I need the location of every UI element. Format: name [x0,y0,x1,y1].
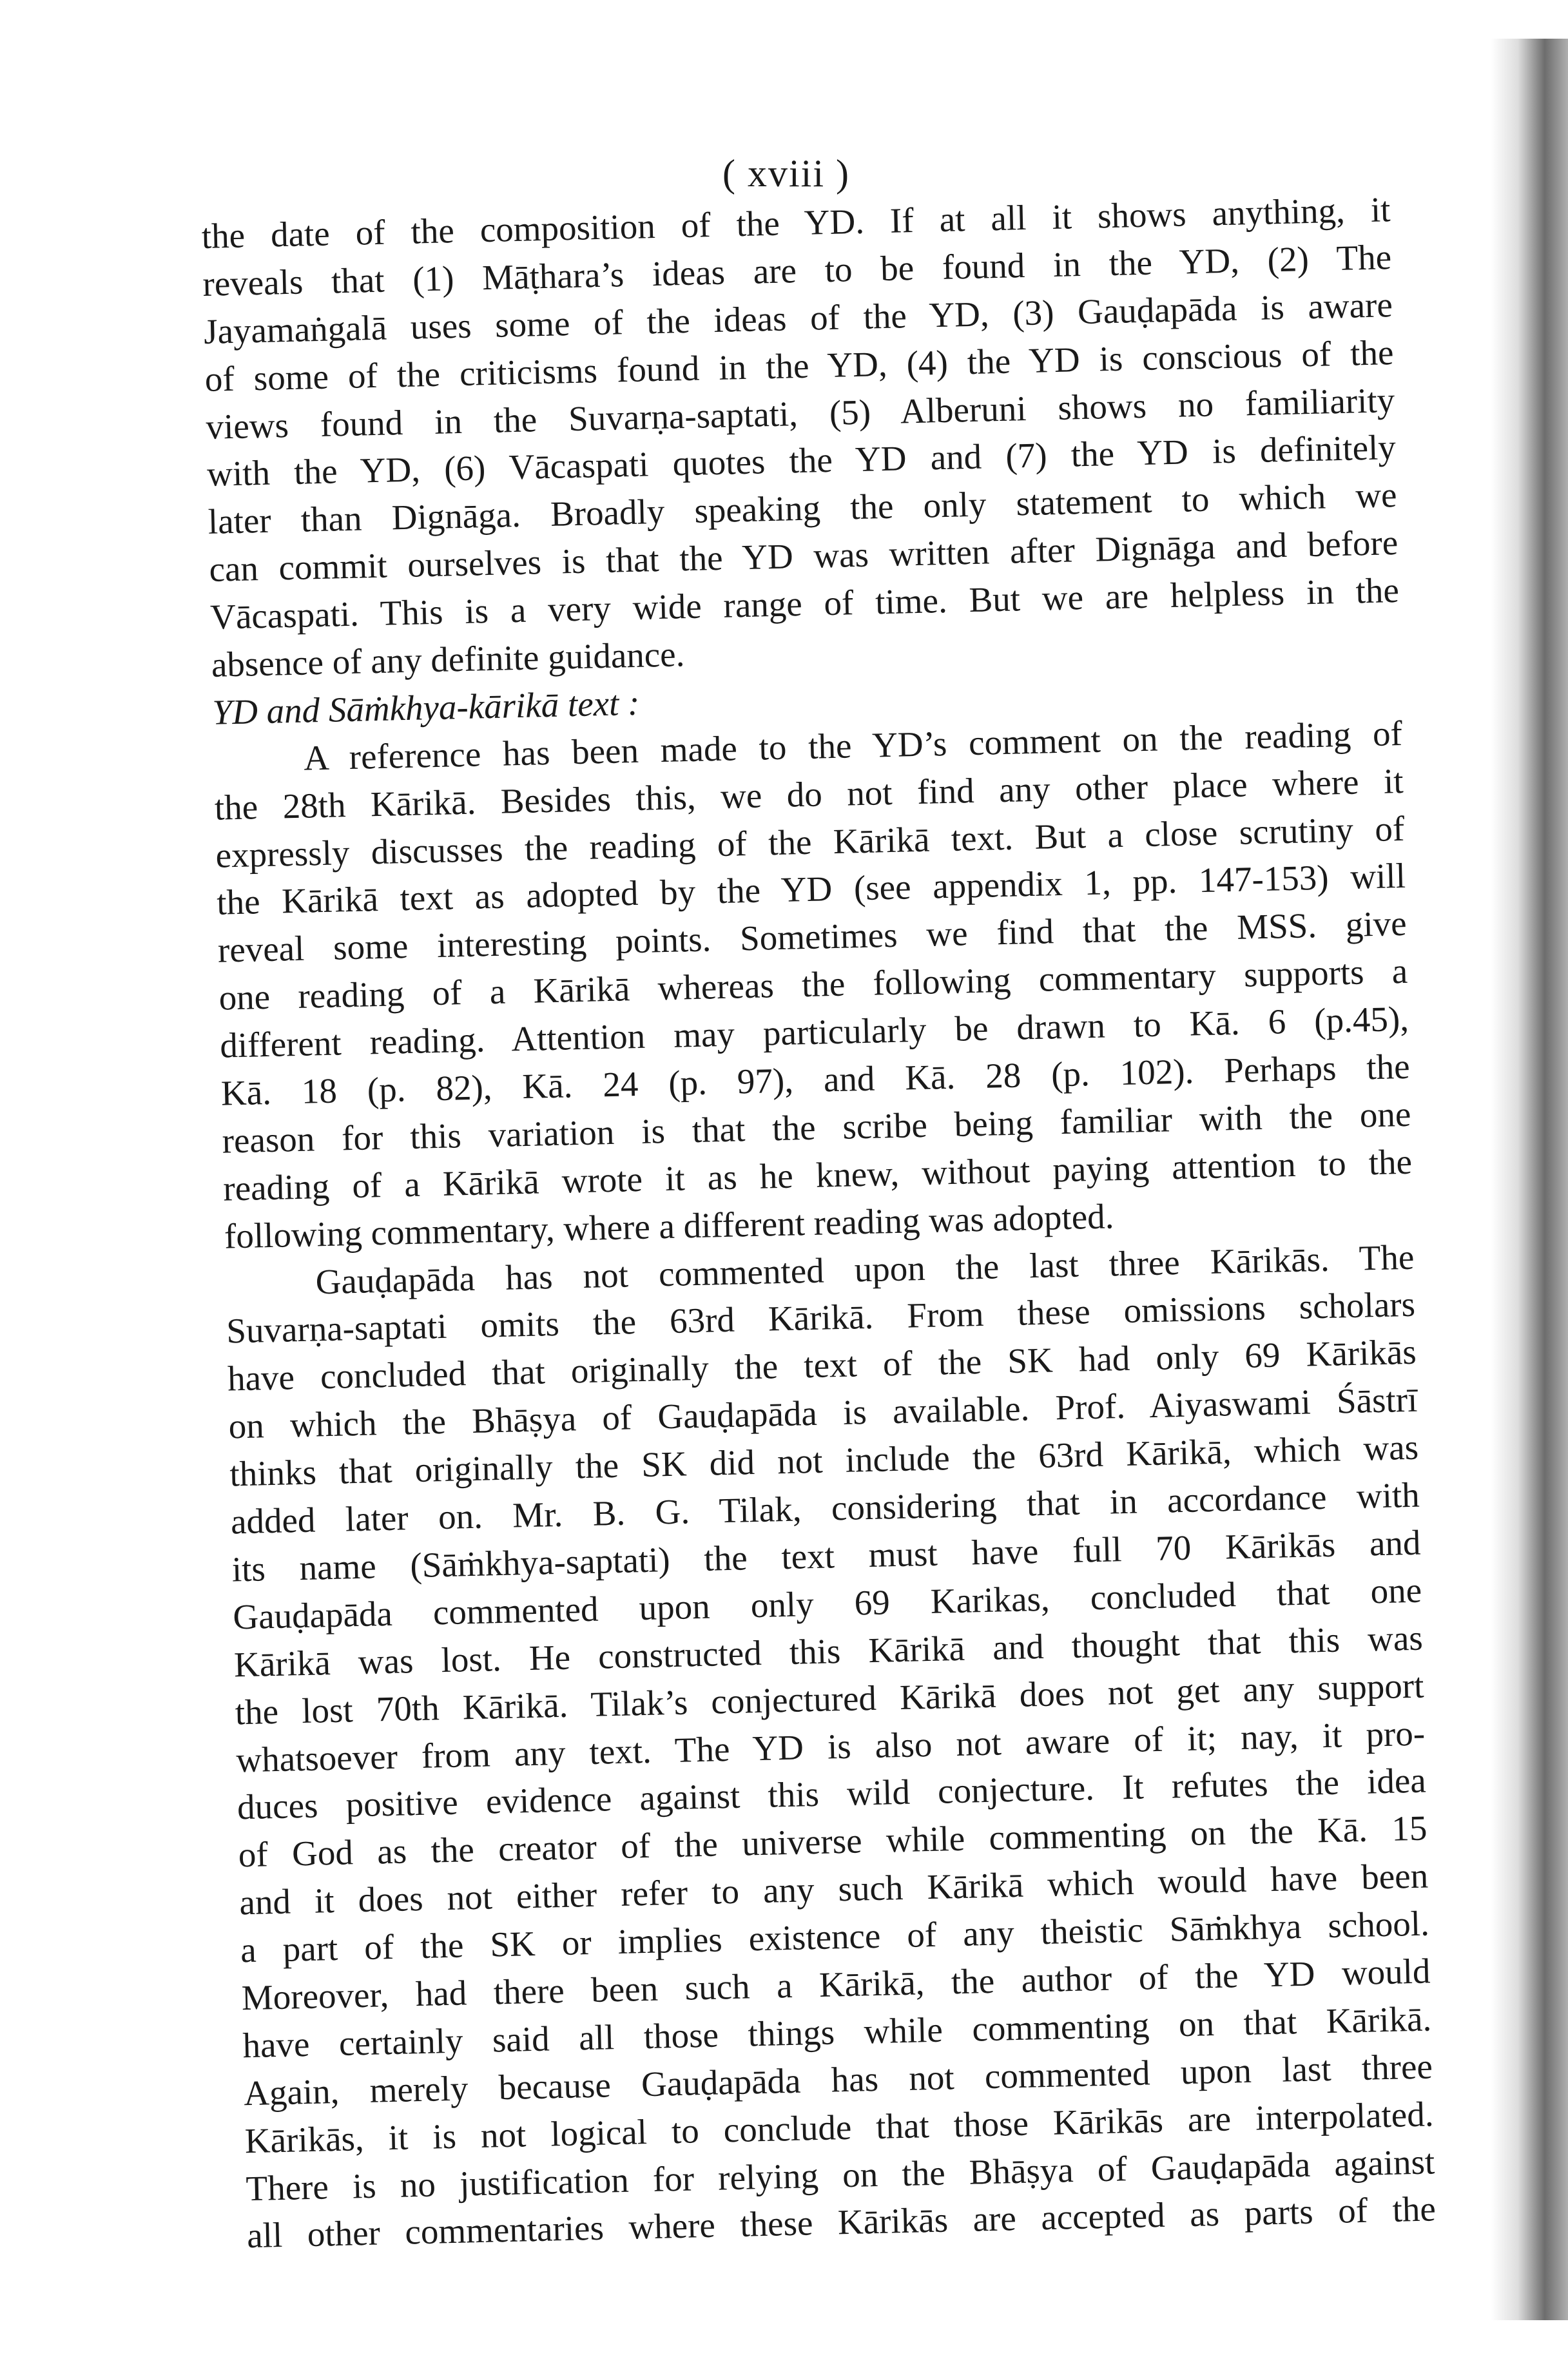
text-line: Moreover, had there been such a Kārikā, the author of the YD would [241,1951,1431,2018]
text-line: have certainly said all those things while commenting on that Kārikā. [242,1999,1432,2066]
text-line: later than Dignāga. Broadly speaking the only statement to which we [208,475,1398,542]
text-line: with the YD, (6) Vācaspati quotes the YD and (7) the YD is definitely [206,427,1397,494]
text-line: of some of the criticisms found in the YD, (4) the YD is conscious of the [204,332,1395,399]
text-line: A reference has been made to the YD’s comment on the reading of [303,713,1403,778]
text-line: Gauḍapāda commented upon only 69 Karikas, concluded that one [232,1570,1422,1637]
text-line: expressly discusses the reading of the Kārikā text. But a close scrutiny of [215,808,1405,875]
text-line: Suvarṇa-saptati omits the 63rd Kārikā. From these omissions scholars [226,1284,1416,1352]
book-binding-shadow [1491,39,1568,2320]
text-line: reveal some interesting points. Sometimes we find that the MSS. give [217,904,1408,971]
page-number: ( xviii ) [722,152,850,195]
text-line: a part of the SK or implies existence of any theistic Sāṁkhya school. [240,1903,1430,1970]
text-line: absence of any definite guidance. [211,634,685,684]
text-line: Gauḍapāda has not commented upon the last three Kārikās. The [315,1237,1415,1301]
text-line: duces positive evidence against this wild conjecture. It refutes the idea [237,1760,1427,1827]
text-line: There is no justification for relying on the Bhāṣya of Gauḍapāda against [245,2141,1435,2208]
text-line: Jayamaṅgalā uses some of the ideas of the YD, (3) Gauḍapāda is aware [203,284,1393,351]
text-line: reveals that (1) Māṭhara’s ideas are to be found in the YD, (2) The [202,237,1392,304]
text-line: Again, merely because Gauḍapāda has not commented upon last three [243,2046,1433,2113]
text-line: the Kārikā text as adopted by the YD (see appendix 1, pp. 147-153) will [216,856,1406,923]
text-line: its name (Sāṁkhya-saptati) the text must have full 70 Kārikās and [231,1522,1421,1589]
text-line: the lost 70th Kārikā. Tilak’s conjectured Kārikā does not get any support [235,1665,1425,1732]
text-line: the date of the composition of the YD. If at all it shows anything, it [201,189,1391,256]
text-line: and it does not either refer to any such Kārikā which would have been [238,1856,1429,1923]
section-heading: YD and Sāṁkhya-kārikā text : [211,683,640,732]
text-line: thinks that originally the SK did not include the 63rd Kārikā, which was [229,1427,1419,1494]
text-line: reason for this variation is that the scribe being familiar with the one [221,1094,1411,1161]
text-line: following commentary, where a different reading was adopted. [224,1196,1114,1256]
text-line: all other commentaries where these Kārikās are accepted as parts of the [246,2189,1437,2256]
text-line: Kārikā was lost. He constructed this Kārikā and thought that this was [233,1618,1424,1685]
text-line: Kā. 18 (p. 82), Kā. 24 (p. 97), and Kā. 28 (p. 102). Perhaps the [220,1046,1411,1113]
text-line: the 28th Kārikā. Besides this, we do not find any other place where it [214,761,1404,828]
text-line: of God as the creator of the universe while commenting on the Kā. 15 [238,1808,1428,1875]
body-text [201,186,1437,2260]
text-line: Vācaspati. This is a very wide range of time. But we are helpless in the [209,570,1400,637]
text-line: reading of a Kārikā wrote it as he knew, without paying attention to the [222,1141,1413,1208]
text-line: on which the Bhāṣya of Gauḍapāda is available. Prof. Aiyaswami Śāstrī [228,1379,1418,1446]
text-line: whatsoever from any text. The YD is also not aware of it; nay, it pro- [235,1713,1426,1779]
text-line: Kārikās, it is not logical to conclude that those Kārikās are interpolated. [244,2094,1435,2160]
text-line: have concluded that originally the text of the SK had only 69 Kārikās [227,1332,1417,1399]
text-line: views found in the Suvarṇa-saptati, (5) Alberuni shows no familiarity [205,380,1395,447]
text-line: different reading. Attention may particularly be drawn to Kā. 6 (p.45), [219,998,1409,1065]
text-line: one reading of a Kārikā whereas the following commentary supports a [218,951,1408,1018]
text-line: can commit ourselves is that the YD was written after Dignāga and before [208,523,1399,590]
text-line: added later on. Mr. B. G. Tilak, considering that in accordance with [230,1475,1420,1542]
